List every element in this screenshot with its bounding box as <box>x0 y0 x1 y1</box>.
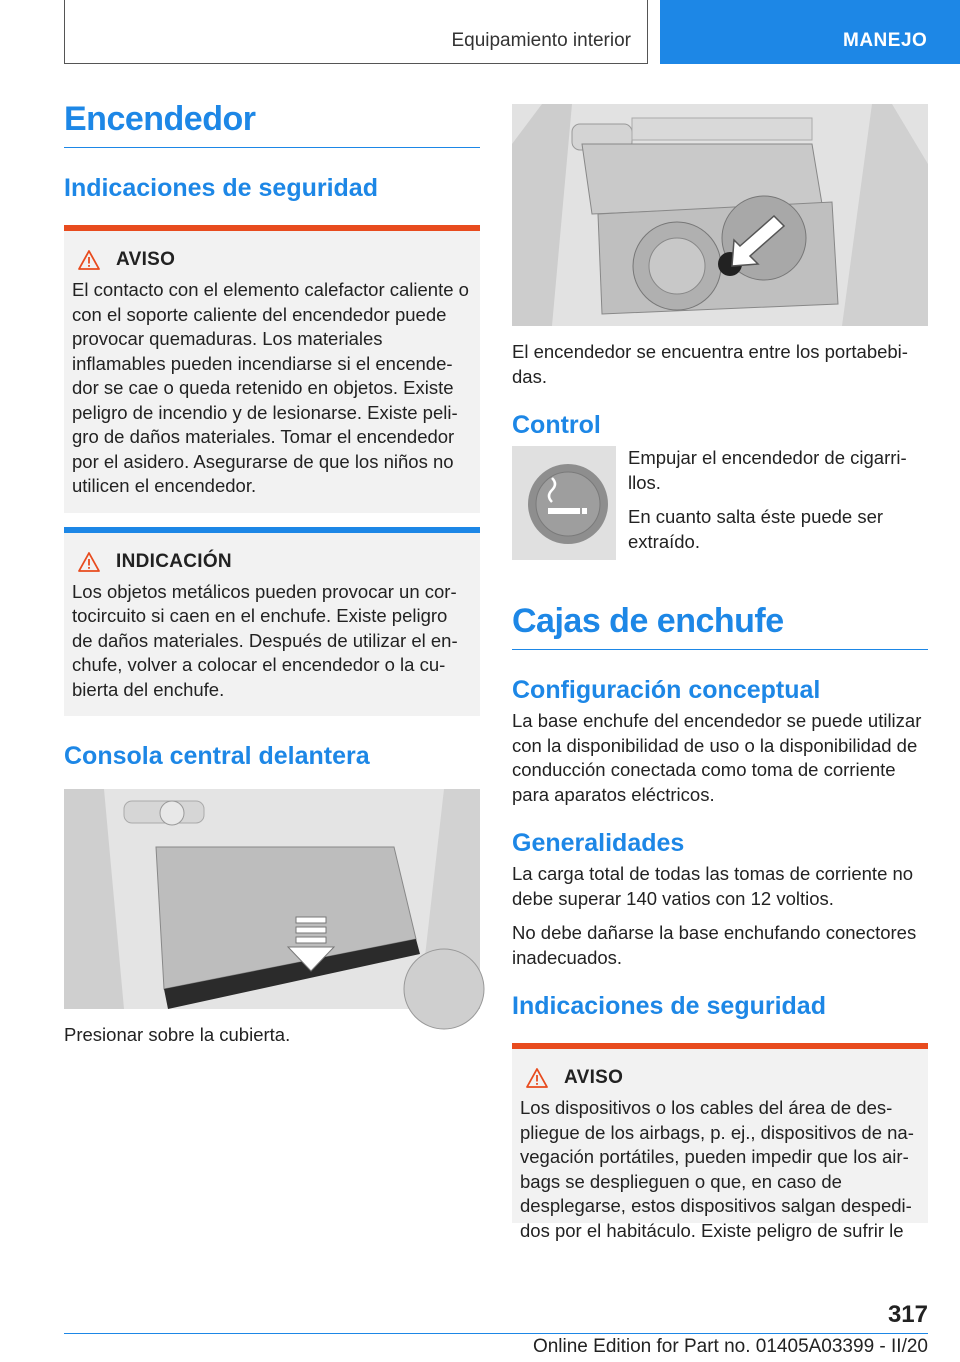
note-title <box>72 551 472 573</box>
concept-text: La base enchufe del encendedor se puede utilizar con la disponibilidad de uso o la disponibilidad de conducción conectada como toma de corriente para aparatos eléctricos. <box>512 710 922 805</box>
control-text-2: En cuanto salta éste puede ser extraído. <box>628 506 884 552</box>
header-chapter-label: MANEJO <box>843 30 928 51</box>
warning-label-2: AVISO <box>564 1067 624 1088</box>
console-caption: Presionar sobre la cubierta. <box>64 1024 291 1045</box>
warning-triangle-icon <box>526 1068 548 1088</box>
left-column <box>64 100 480 1048</box>
concept-heading: Configuración conceptual <box>512 676 821 704</box>
warning-box <box>64 225 480 513</box>
warning-label: AVISO <box>116 249 176 270</box>
cupholder-image <box>512 104 928 326</box>
general-text-2: No debe dañarse la base enchufando conectores inadecuados. <box>512 922 917 968</box>
note-label: INDICACIÓN <box>116 550 232 572</box>
note-text: Los objetos metálicos pueden provocar un cortocircuito si caen en el enchufe. Existe peligro de daños materiales. Después de utilizar el enchufe, volver a colocar el encendedor o la cubierta del enchufe. <box>72 580 458 700</box>
footer-divider <box>64 1333 928 1334</box>
general-heading: Generalidades <box>512 829 685 857</box>
warning-title <box>72 249 472 271</box>
general-text-1: La carga total de todas las tomas de corriente no debe superar 140 vatios con 12 voltios. <box>512 863 914 909</box>
warning-text: El contacto con el elemento calefactor caliente o con el soporte caliente del encendedor puede provocar quemaduras. Los materiales inflamables pueden incendiarse si el encendedor se cae o queda retenido en objetos. Existe peligro de incendio y de lesionarse. Existe peligro de daños materiales. Tomar el encendedor por el asidero. Asegurarse de que los niños no utilicen el encendedor. <box>72 279 469 496</box>
note-box <box>64 527 480 717</box>
console-cover-image <box>64 789 480 1009</box>
footer-edition: Online Edition for Part no. 01405A03399 - II/20 <box>532 1336 928 1357</box>
safety-heading: Indicaciones de seguridad <box>64 174 378 202</box>
control-section <box>512 446 928 560</box>
control-heading: Control <box>512 411 601 439</box>
lighter-button-image <box>512 446 616 560</box>
safety-heading-2: Indicaciones de seguridad <box>512 992 826 1020</box>
header-section-box <box>64 0 648 64</box>
console-heading: Consola central delantera <box>64 742 370 770</box>
header-chapter-tab <box>660 0 960 64</box>
cupholder-caption: El encendedor se encuentra entre los portabebidas. <box>512 341 908 387</box>
warning-box-2 <box>512 1043 928 1241</box>
page-title: Encendedor <box>64 100 480 148</box>
control-text-1: Empujar el encendedor de cigarrillos. <box>628 447 907 493</box>
page-number: 317 <box>887 1301 928 1328</box>
header-section-title: Equipamiento interior <box>451 30 631 51</box>
warning-triangle-icon <box>78 552 100 572</box>
control-texts <box>628 446 928 560</box>
warning-title-2 <box>520 1067 920 1089</box>
right-column <box>512 104 928 1241</box>
sockets-title: Cajas de enchufe <box>512 602 928 650</box>
warning-text-2: Los dispositivos o los cables del área de despliegue de los airbags, p. ej., dispositivos de navegación portátiles, pueden impedir que los airbags se desplieguen o que, en caso de desplegarse, estos dispositivos salgan despedidos por el habitáculo. Existe peligro de sufrir le <box>520 1097 914 1241</box>
warning-triangle-icon <box>78 250 100 270</box>
